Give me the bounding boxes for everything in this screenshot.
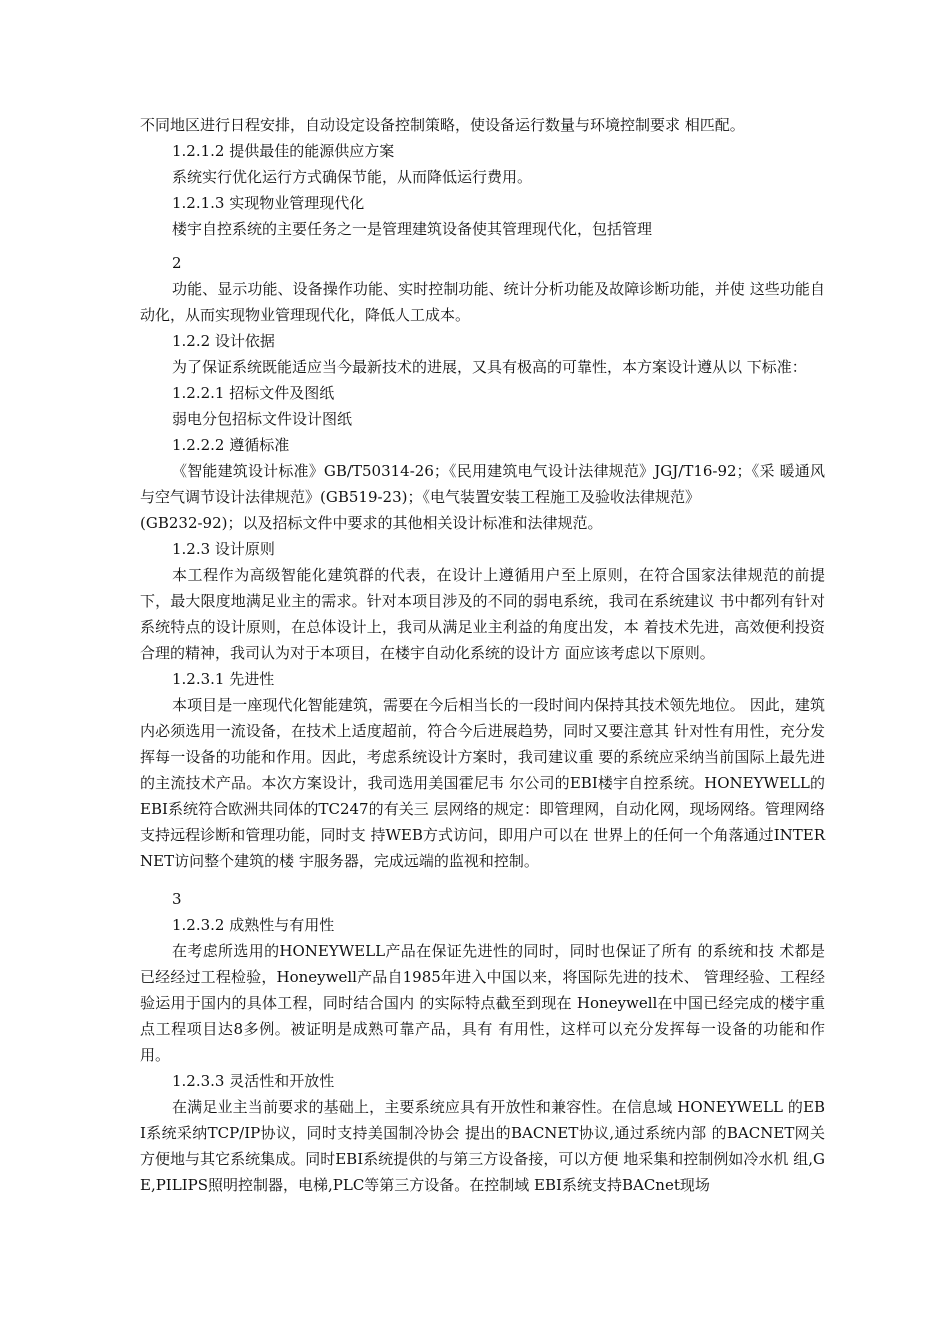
section-heading: 1.2.3.1 先进性 [172,670,275,688]
spacer [140,242,825,250]
section-heading: 1.2.2.1 招标文件及图纸 [172,384,335,402]
section-heading: 1.2.3 设计原则 [172,540,275,558]
section-heading: 1.2.2.2 遵循标准 [172,436,290,454]
paragraph: 弱电分包招标文件设计图纸 [172,410,353,428]
paragraph: 系统实行优化运行方式确保节能，从而降低运行费用。 [172,168,533,186]
section-heading: 1.2.1.2 提供最佳的能源供应方案 [172,142,395,160]
paragraph: 楼宇自控系统的主要任务之一是管理建筑设备使其管理现代化，包括管理 [172,220,653,238]
paragraph: 为了保证系统既能适应当今最新技术的进展，又具有极高的可靠性，本方案设计遵从以 下标准： [172,358,807,376]
page-number: 3 [172,890,182,908]
section-heading: 1.2.3.2 成熟性与有用性 [172,916,335,934]
paragraph: 在满足业主当前要求的基础上，主要系统应具有开放性和兼容性。在信息域 HONEYWELL 的EBI系统采纳TCP/IP协议，同时支持美国制冷协会 提出的BACNET协议,通过系统内部 的BACNET网关方便地与其它系统集成。同时EBI系统提供的与第三方设备接，可以方便 地采集和控制例如冷水机 组,GE,PILIPS照明控制器，电梯,PLC等第三方设备。在控制域 EBI系统支持BACnet现场 [140,1098,825,1194]
paragraph: 功能、显示功能、设备操作功能、实时控制功能、统计分析功能及故障诊断功能，并使 这些功能自动化，从而实现物业管理现代化，降低人工成本。 [140,280,825,324]
paragraph: (GB232-92)；以及招标文件中要求的其他相关设计标准和法律规范。 [140,514,603,532]
section-heading: 1.2.1.3 实现物业管理现代化 [172,194,365,212]
paragraph: 在考虑所选用的HONEYWELL产品在保证先进性的同时，同时也保证了所有 的系统和技 术都是已经经过工程检验，Honeywell产品自1985年进入中国以来，将国际先进的技术、 管理经验、工程经验运用于国内的具体工程，同时结合国内 的实际特点截至到现在 Honeywell在中国已经完成的楼宇重点工程项目达8多例。被证明是成熟可靠产品，具有 有用性，这样可以充分发挥每一设备的功能和作用。 [140,942,825,1064]
paragraph: 《智能建筑设计标准》GB/T50314-26；《民用建筑电气设计法律规范》JGJ/T16-92；《采 暖通风与空气调节设计法律规范》(GB519-23)；《电气装置安装工程施工及验收法律规范》 [140,462,825,506]
section-heading: 1.2.2 设计依据 [172,332,275,350]
paragraph: 不同地区进行日程安排，自动设定设备控制策略，使设备运行数量与环境控制要求 相匹配。 [140,116,745,134]
paragraph: 本工程作为高级智能化建筑群的代表，在设计上遵循用户至上原则，在符合国家法律规范的前提下，最大限度地满足业主的需求。针对本项目涉及的不同的弱电系统，我司在系统建议 书中都列有针对系统特点的设计原则，在总体设计上，我司从满足业主利益的角度出发，本 着技术先进，高效便利投资合理的精神，我司认为对于本项目，在楼宇自动化系统的设计方 面应该考虑以下原则。 [140,566,825,662]
section-heading: 1.2.3.3 灵活性和开放性 [172,1072,335,1090]
page-number: 2 [172,254,182,272]
spacer [140,874,825,886]
document-body [140,112,825,1198]
paragraph: 本项目是一座现代化智能建筑，需要在今后相当长的一段时间内保持其技术领先地位。 因此，建筑内必须选用一流设备，在技术上适度超前，符合今后进展趋势，同时又要注意其 针对性有用性，充分发挥每一设备的功能和作用。因此，考虑系统设计方案时，我司建议重 要的系统应采纳当前国际上最先进的主流技术产品。本次方案设计，我司选用美国霍尼韦 尔公司的EBI楼宇自控系统。HONEYWELL的EBI系统符合欧洲共同体的TC247的有关三 层网络的规定：即管理网，自动化网，现场网络。管理网络支持远程诊断和管理功能，同时支 持WEB方式访问，即用户可以在 世界上的任何一个角落通过INTERNET访问整个建筑的楼 宇服务器，完成远端的监视和控制。 [140,696,825,870]
